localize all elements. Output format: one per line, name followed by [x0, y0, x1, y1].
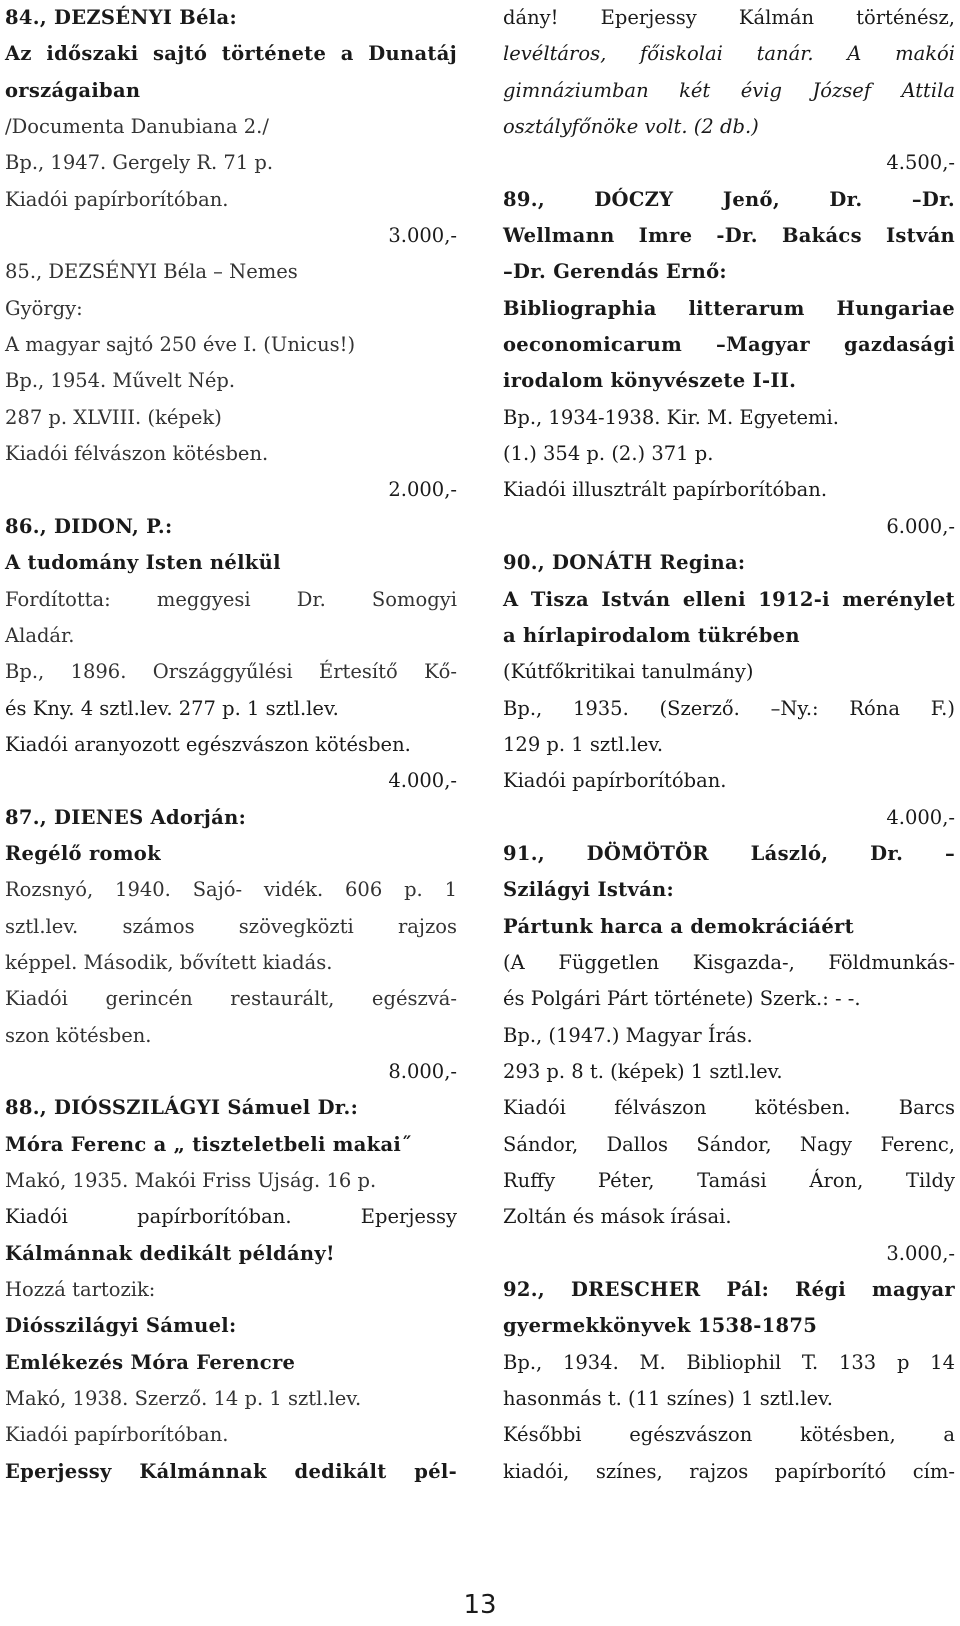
text-line: Rozsnyó, 1940. Sajó- vidék. 606 p. 1 [5, 878, 457, 902]
text-line: Bp., 1934-1938. Kir. M. Egyetemi. [503, 405, 839, 429]
text-line: –Dr. Gerendás Ernő: [503, 260, 727, 284]
text-line: oeconomicarum –Magyar gazdasági [503, 333, 955, 357]
text-line: Kiadói félvászon kötésben. [5, 442, 269, 466]
text-line: 4.000,- [886, 805, 955, 829]
text-line: országaiban [5, 78, 141, 102]
text-line: Az időszaki sajtó története a Dunatáj [5, 42, 457, 66]
text-line: Bibliographia litterarum Hungariae [503, 296, 955, 320]
text-line: 3.000,- [886, 1241, 955, 1265]
text-line: Szilágyi István: [503, 878, 675, 902]
text-line: Bp., 1934. M. Bibliophil T. 133 p 14 [503, 1350, 955, 1374]
text-line: Későbbi egészvászon kötésben, a [503, 1423, 955, 1447]
text-line: kiadói, színes, rajzos papírborító cím- [503, 1459, 955, 1483]
text-line: a hírlapirodalom tükrében [503, 623, 800, 647]
text-line: (A Független Kisgazda-, Földmunkás- [503, 950, 955, 974]
text-line: 4.500,- [886, 151, 955, 175]
text-line: 4.000,- [388, 769, 457, 793]
text-line: 88., DIÓSSZILÁGYI Sámuel Dr.: [5, 1096, 359, 1120]
text-line: Fordította: meggyesi Dr. Somogyi [5, 587, 457, 611]
text-line: Kálmánnak dedikált példány! [5, 1241, 335, 1265]
text-line: és Kny. 4 sztl.lev. 277 p. 1 sztl.lev. [5, 696, 339, 720]
text-line: (Kútfőkritikai tanulmány) [503, 660, 754, 684]
text-line: (1.) 354 p. (2.) 371 p. [503, 442, 714, 466]
text-line: 84., DEZSÉNYI Béla: [5, 6, 237, 29]
text-line: képpel. Második, bővített kiadás. [5, 950, 333, 974]
text-line: Kiadói félvászon kötésben. Barcs [503, 1096, 955, 1120]
text-line: 2.000,- [388, 478, 457, 502]
text-line: Kiadói gerincén restaurált, egészvá- [5, 987, 457, 1011]
text-line: Ruffy Péter, Tamási Áron, Tildy [503, 1169, 955, 1192]
text-line: 86., DIDON, P.: [5, 514, 173, 538]
text-line: Wellmann Imre -Dr. Bakács István [503, 224, 955, 248]
text-line: 287 p. XLVIII. (képek) [5, 405, 222, 429]
text-line: Zoltán és mások írásai. [503, 1205, 732, 1229]
text-line: 293 p. 8 t. (képek) 1 sztl.lev. [503, 1059, 783, 1083]
text-line: Regélő romok [5, 841, 161, 865]
text-line: 92., DRESCHER Pál: Régi magyar [503, 1278, 955, 1302]
left-column [5, 0, 457, 1490]
text-line: György: [5, 296, 83, 320]
right-column [503, 0, 955, 1490]
text-line: Bp., 1935. (Szerző. –Ny.: Róna F.) [503, 696, 955, 720]
text-line: 8.000,- [388, 1059, 457, 1083]
text-line: 89., DÓCZY Jenő, Dr. –Dr. [503, 187, 955, 211]
text-line: sztl.lev. számos szövegközti rajzos [5, 914, 457, 938]
text-line: Makó, 1935. Makói Friss Ujság. 16 p. [5, 1169, 377, 1192]
text-line: hasonmás t. (11 színes) 1 sztl.lev. [503, 1387, 833, 1411]
text-line: Kiadói illusztrált papírborítóban. [503, 478, 828, 502]
text-line: Emlékezés Móra Ferencre [5, 1350, 296, 1374]
text-line: Pártunk harca a demokráciáért [503, 914, 854, 938]
text-line: Diósszilágyi Sámuel: [5, 1314, 237, 1338]
text-line: gyermekkönyvek 1538-1875 [503, 1314, 818, 1338]
text-line: /Documenta Danubiana 2./ [5, 115, 269, 139]
text-line: gimnáziumban két évig József Attila [503, 78, 955, 102]
text-line: Kiadói papírborítóban. [5, 1423, 229, 1447]
text-line: Eperjessy Kálmánnak dedikált pél- [5, 1459, 457, 1483]
text-line: osztályfőnöke volt. (2 db.) [503, 115, 759, 139]
text-line: 85., DEZSÉNYI Béla – Nemes [5, 260, 298, 284]
text-line: 6.000,- [886, 514, 955, 538]
text-line: Bp., 1896. Országgyűlési Értesítő Kő- [5, 660, 457, 684]
text-line: Bp., 1947. Gergely R. 71 p. [5, 151, 274, 175]
text-line: Bp., 1954. Művelt Nép. [5, 369, 236, 393]
text-line: irodalom könyvészete I-II. [503, 369, 797, 393]
page-number: 13 [463, 1590, 497, 1620]
text-line: 90., DONÁTH Regina: [503, 551, 746, 575]
text-line: Kiadói papírborítóban. [5, 187, 229, 211]
text-line: Makó, 1938. Szerző. 14 p. 1 sztl.lev. [5, 1387, 362, 1411]
text-line: Kiadói papírborítóban. [503, 769, 727, 793]
text-line: és Polgári Párt története) Szerk.: - -. [503, 987, 861, 1011]
text-line: Kiadói papírborítóban. Eperjessy [5, 1205, 457, 1229]
text-line: szon kötésben. [5, 1023, 152, 1047]
text-line: dány! Eperjessy Kálmán történész, [503, 6, 955, 29]
text-line: Sándor, Dallos Sándor, Nagy Ferenc, [503, 1132, 955, 1156]
text-line: levéltáros, főiskolai tanár. A makói [503, 42, 955, 66]
text-line: Móra Ferenc a „ tiszteletbeli makai˝ [5, 1132, 412, 1156]
text-line: 3.000,- [388, 224, 457, 248]
text-line: Kiadói aranyozott egészvászon kötésben. [5, 732, 411, 756]
text-line: 91., DÖMÖTÖR László, Dr. – [503, 841, 955, 865]
text-line: A tudomány Isten nélkül [5, 551, 281, 575]
text-line: A Tisza István elleni 1912-i merénylet [503, 587, 955, 611]
text-line: A magyar sajtó 250 éve I. (Unicus!) [5, 333, 356, 357]
text-line: Aladár. [5, 623, 75, 647]
text-line: 87., DIENES Adorján: [5, 805, 247, 829]
text-line: 129 p. 1 sztl.lev. [503, 732, 664, 756]
text-line: Bp., (1947.) Magyar Írás. [503, 1023, 753, 1047]
text-line: Hozzá tartozik: [5, 1278, 156, 1302]
